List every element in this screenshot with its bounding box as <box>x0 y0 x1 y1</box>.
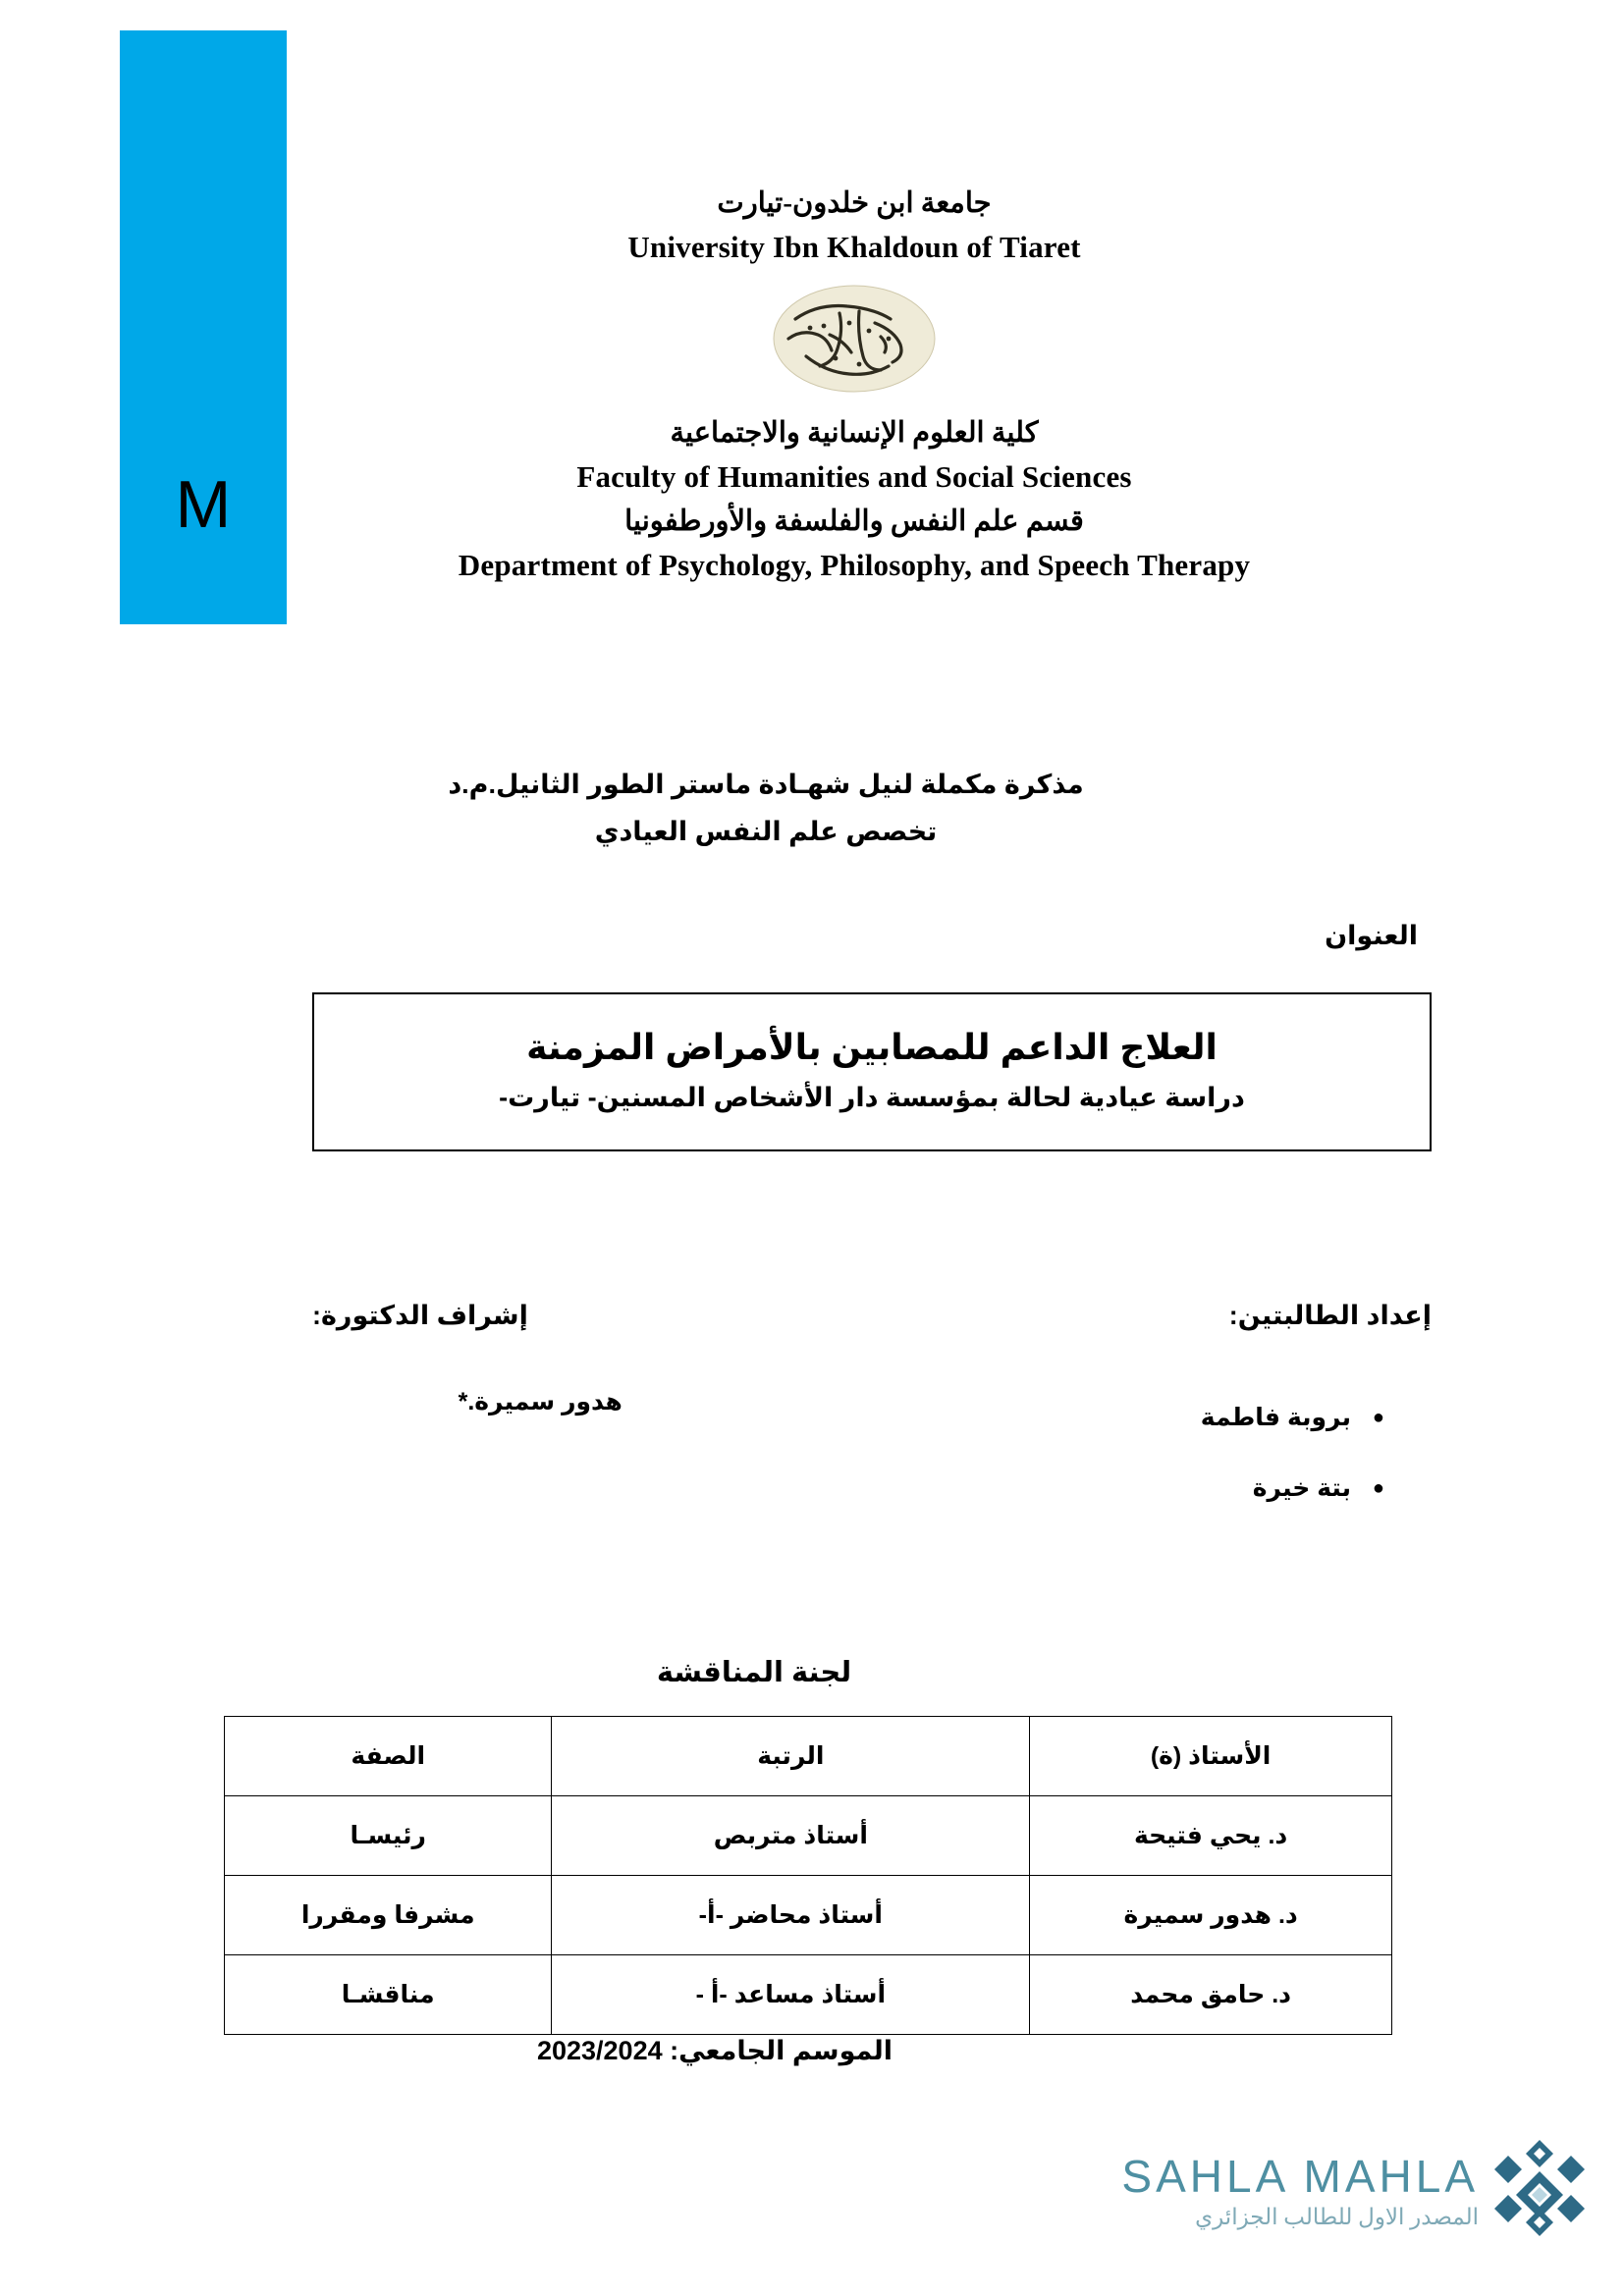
credits-section <box>312 1296 1432 1523</box>
cell-professor: د. حامق محمد <box>1030 1955 1392 2035</box>
column-header-rank: الرتبة <box>552 1717 1030 1796</box>
cell-role: رئيسـا <box>225 1796 552 1876</box>
watermark-text <box>1121 2152 1479 2232</box>
table-row <box>225 1876 1392 1955</box>
cell-role: مناقشـا <box>225 1955 552 2035</box>
sahla-mahla-watermark <box>1121 2138 1591 2245</box>
watermark-tagline: المصدر الاول للطالب الجزائري <box>1195 2204 1479 2229</box>
cell-professor: د. هدور سميرة <box>1030 1876 1392 1955</box>
university-emblem <box>741 280 967 398</box>
column-header-role: الصفة <box>225 1717 552 1796</box>
thesis-title: العلاج الداعم للمصابين بالأمراض المزمنة <box>526 1027 1218 1067</box>
academic-year: الموسم الجامعي: 2023/2024 <box>536 2036 893 2065</box>
faculty-name-arabic: كلية العلوم الإنسانية والاجتماعية <box>670 417 1039 449</box>
cell-rank: أستاذ مساعد -أ - <box>552 1955 1030 2035</box>
table-row <box>225 1955 1392 2035</box>
thesis-subtitle: دراسة عيادية لحالة بمؤسسة دار الأشخاص المسنين- تيارت- <box>499 1083 1245 1112</box>
institution-header <box>177 182 1532 588</box>
degree-line-2: تخصص علم النفس العيادي <box>594 817 938 846</box>
supervisor-name: هدور سميرة.* <box>458 1388 623 1415</box>
table-row <box>225 1796 1392 1876</box>
sidebar-letter: M <box>175 467 232 542</box>
cell-professor: د. يحي فتيحة <box>1030 1796 1392 1876</box>
list-item: ● بروبة فاطمة <box>917 1382 1384 1453</box>
faculty-name-english: Faculty of Humanities and Social Sciences <box>576 459 1132 494</box>
thesis-title-box <box>312 992 1432 1151</box>
department-name-english: Department of Psychology, Philosophy, and Speech Therapy <box>458 548 1251 582</box>
column-header-professor: الأستاذ (ة) <box>1030 1717 1392 1796</box>
jury-table <box>224 1716 1392 2035</box>
students-list <box>917 1382 1432 1523</box>
cell-rank: أستاذ متربص <box>552 1796 1030 1876</box>
degree-line-1: مذكرة مكملة لنيل شهـادة ماستر الطور الثانيل.م.د <box>448 770 1084 799</box>
title-label: العنوان <box>1325 921 1418 950</box>
cell-rank: أستاذ محاضر -أ- <box>552 1876 1030 1955</box>
degree-statement <box>177 761 1355 855</box>
supervisor-heading: إشراف الدكتورة: <box>312 1301 528 1330</box>
students-heading: إعداد الطالبتين: <box>1228 1301 1432 1330</box>
department-name-arabic: قسم علم النفس والفلسفة والأورطفونيا <box>624 506 1084 537</box>
list-item: ● بتة خيرة <box>917 1453 1384 1523</box>
watermark-brand-name: SAHLA MAHLA <box>1121 2150 1479 2202</box>
university-name-english: University Ibn Khaldoun of Tiaret <box>627 230 1081 264</box>
jury-section-title: لجنة المناقشة <box>656 1657 852 1688</box>
university-name-arabic: جامعة ابن خلدون-تيارت <box>717 187 992 219</box>
table-header-row <box>225 1717 1392 1796</box>
cell-role: مشرفا ومقررا <box>225 1876 552 1955</box>
sahla-mahla-diamond-logo <box>1492 2138 1587 2245</box>
